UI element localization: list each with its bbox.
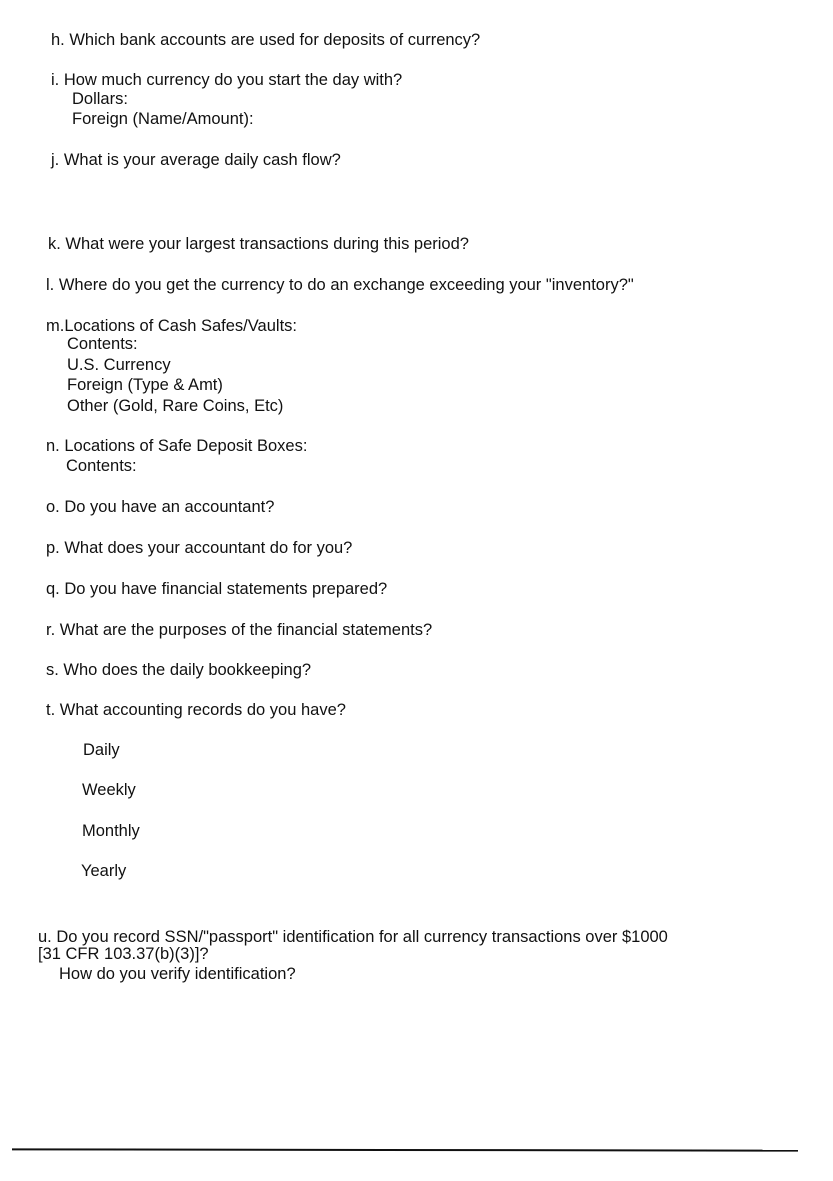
question-i-foreign: Foreign (Name/Amount):	[72, 110, 254, 128]
question-h: h. Which bank accounts are used for deposits of currency?	[51, 31, 481, 49]
question-t-daily: Daily	[83, 741, 120, 759]
question-l: l. Where do you get the currency to do an exchange exceeding your "inventory?"	[46, 276, 634, 294]
question-n: n. Locations of Safe Deposit Boxes:	[46, 437, 308, 455]
question-t: t. What accounting records do you have?	[46, 701, 346, 719]
question-r: r. What are the purposes of the financial statements?	[46, 621, 433, 639]
question-i-dollars: Dollars:	[72, 90, 128, 108]
question-m-us: U.S. Currency	[67, 356, 171, 374]
question-t-weekly: Weekly	[82, 781, 136, 799]
question-m-contents: Contents:	[67, 335, 138, 353]
question-j: j. What is your average daily cash flow?	[51, 151, 341, 169]
question-t-yearly: Yearly	[81, 862, 127, 880]
question-k: k. What were your largest transactions during this period?	[48, 235, 469, 253]
question-u: u. Do you record SSN/"passport" identification for all currency transactions over $1000	[38, 928, 668, 946]
question-m: m.Locations of Cash Safes/Vaults:	[46, 317, 297, 335]
question-p: p. What does your accountant do for you?	[46, 539, 353, 557]
question-t-monthly: Monthly	[82, 822, 140, 840]
question-o: o. Do you have an accountant?	[46, 498, 275, 516]
question-m-other: Other (Gold, Rare Coins, Etc)	[67, 397, 284, 415]
question-m-foreign: Foreign (Type & Amt)	[67, 376, 223, 394]
question-u-verify: How do you verify identification?	[59, 965, 296, 983]
question-i: i. How much currency do you start the day with?	[51, 71, 403, 89]
question-n-contents: Contents:	[66, 457, 137, 475]
question-s: s. Who does the daily bookkeeping?	[46, 661, 312, 679]
bottom-rule	[12, 1148, 798, 1151]
question-q: q. Do you have financial statements prepared?	[46, 580, 388, 598]
question-u-cfr: [31 CFR 103.37(b)(3)]?	[38, 945, 209, 963]
